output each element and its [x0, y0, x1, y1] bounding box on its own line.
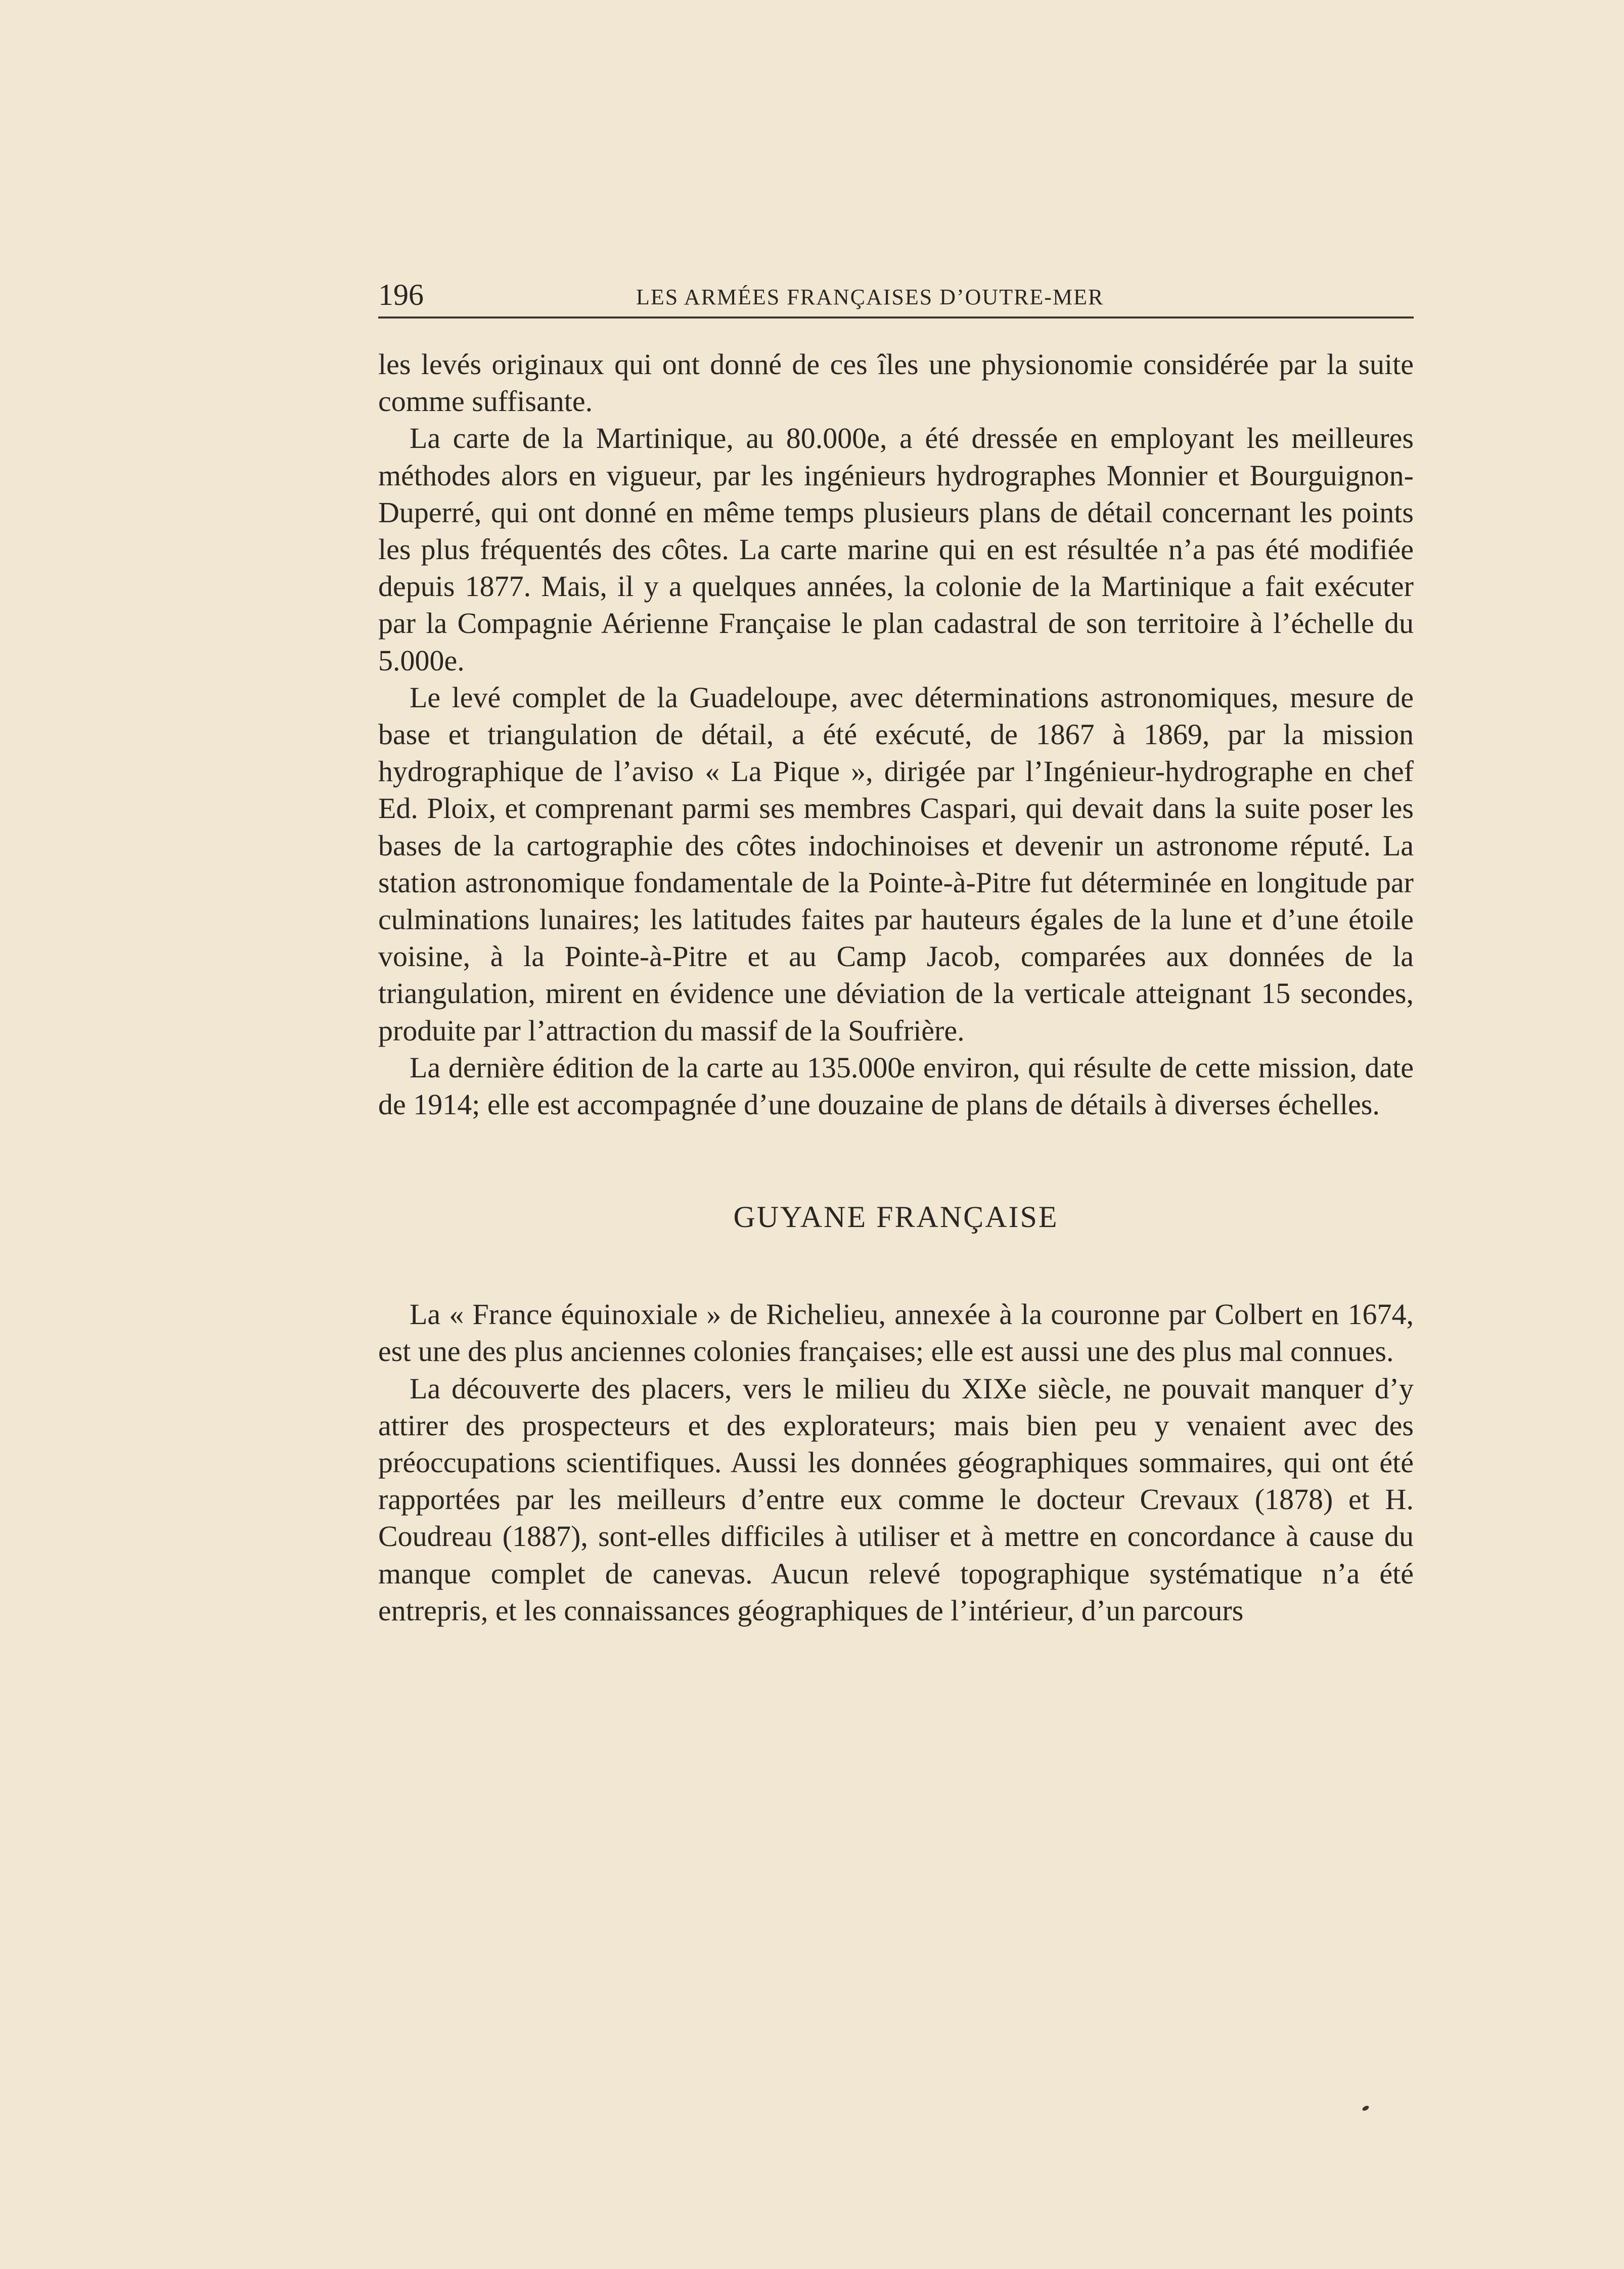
paragraph-martinique: La carte de la Martinique, au 80.000e, a été dressée en employant les meilleures méthodes alors en vigueur, par les ingénieurs hydrographes Monnier et Bourguignon-Duperré, qui ont donné en même temps plusieurs plans de détail concernant les points les plus fréquentés des côtes. La carte marine qui en est résultée n’a pas été modifiée depuis 1877. Mais, il y a quelques années, la colonie de la Martinique a fait exécuter par la Compagnie Aérienne Française le plan cadastral de son territoire à l’échelle du 5.000e. — [378, 422, 1414, 677]
paragraph-continuation: les levés originaux qui ont donné de ces îles une physionomie considérée par la suite comme suffisante. — [378, 348, 1414, 418]
page-body — [378, 346, 1414, 1629]
page-header — [378, 273, 1414, 319]
book-page — [378, 273, 1414, 1941]
paragraph-guadeloupe: Le levé complet de la Guadeloupe, avec déterminations astronomiques, mesure de base et triangulation de détail, a été exécuté, de 1867 à 1869, par la mission hydrographique de l’aviso « La Pique », dirigée par l’Ingénieur-hydrographe en chef Ed. Ploix, et comprenant parmi ses membres Caspari, qui devait dans la suite poser les bases de la cartographie des côtes indochinoises et devenir un astronome réputé. La station astronomique fondamentale de la Pointe-à-Pitre fut déterminée en longitude par culminations lunaires; les latitudes faites par hauteurs égales de la lune et d’une étoile voisine, à la Pointe-à-Pitre et au Camp Jacob, comparées aux données de la triangulation, mirent en évidence une déviation de la verticale atteignant 15 secondes, produite par l’attraction du massif de la Soufrière. — [378, 680, 1414, 1047]
section-heading: GUYANE FRANÇAISE — [733, 1200, 1059, 1234]
page-number: 196 — [378, 278, 424, 311]
running-head: LES ARMÉES FRANÇAISES D’OUTRE-MER — [636, 285, 1104, 309]
ink-speck — [1362, 2105, 1370, 2112]
paragraph-placers: La découverte des placers, vers le milieu du XIXe siècle, ne pouvait manquer d’y attirer des prospecteurs et des explorateurs; mais bien peu y venaient avec des préoccupations scientifiques. Aussi les données géographiques sommaires, qui ont été rapportées par les meilleurs d’entre eux comme le docteur Crevaux (1878) et H. Coudreau (1887), sont-elles difficiles à utiliser et à mettre en concordance à cause du manque complet de canevas. Aucun relevé topographique systématique n’a été entrepris, et les connaissances géographiques de l’intérieur, d’un parcours — [378, 1372, 1414, 1627]
paragraph-carte-edition: La dernière édition de la carte au 135.000e environ, qui résulte de cette mission, date de 1914; elle est accompagnée d’une douzaine de plans de détails à diverses échelles. — [378, 1051, 1414, 1121]
paragraph-france-equinoxiale: La « France équinoxiale » de Richelieu, annexée à la couronne par Colbert en 1674, est une des plus anciennes colonies françaises; elle est aussi une des plus mal connues. — [378, 1298, 1414, 1368]
